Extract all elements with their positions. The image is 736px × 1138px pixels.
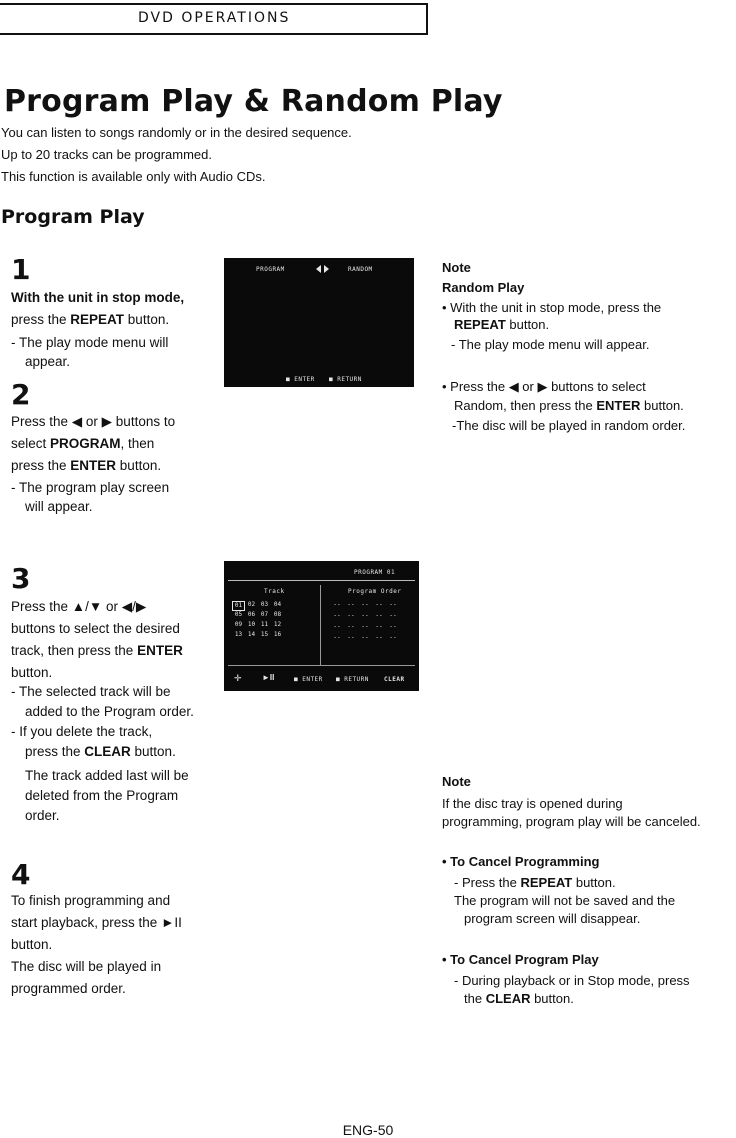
step-2-sub-2: will appear. bbox=[25, 499, 93, 514]
intro-line-2: Up to 20 tracks can be programmed. bbox=[1, 147, 212, 162]
step-1-sub-1: - The play mode menu will bbox=[11, 335, 169, 350]
track-cell: 11 bbox=[260, 621, 269, 628]
step-3-line-4: button. bbox=[11, 665, 53, 680]
note-1-b2-l2 bbox=[454, 397, 684, 415]
step-1-line-b-pre: press the bbox=[11, 312, 71, 327]
cancel-programming-l3: program screen will disappear. bbox=[464, 911, 641, 926]
track-cell: 15 bbox=[260, 631, 269, 638]
track-cell: 05 bbox=[234, 611, 243, 618]
track-cell: 08 bbox=[273, 611, 282, 618]
step-2-sub-1: - The program play screen bbox=[11, 480, 170, 495]
screen1-return-label: ■ RETURN bbox=[329, 376, 362, 383]
note-1-enter-keyword: ENTER bbox=[596, 398, 641, 413]
nav-cross-icon: ✛ bbox=[234, 673, 242, 683]
step-3-sub-5: The track added last will be bbox=[25, 768, 189, 783]
note-1-b2-sub: -The disc will be played in random order. bbox=[452, 418, 686, 433]
track-cell: 02 bbox=[247, 601, 256, 608]
step-2-line-3-pre: press the bbox=[11, 458, 71, 473]
order-slot: -- bbox=[361, 601, 369, 608]
page-number: ENG-50 bbox=[342, 1122, 394, 1138]
order-slot: -- bbox=[347, 612, 355, 619]
screen2-return-label: ■ RETURN bbox=[336, 676, 369, 683]
order-slot: -- bbox=[375, 634, 383, 641]
intro-line-1: You can listen to songs randomly or in the desired sequence. bbox=[1, 125, 352, 140]
track-cell: 12 bbox=[273, 621, 282, 628]
note-2-title: Note bbox=[442, 774, 471, 789]
cancel-program-play-l2-pre: the bbox=[464, 991, 486, 1006]
step-3-line-1: Press the ▲/▼ or ◀/▶ bbox=[11, 599, 147, 614]
step-4-number: 4 bbox=[11, 858, 31, 891]
order-slot: -- bbox=[361, 623, 369, 630]
section-subtitle: Program Play bbox=[1, 206, 145, 228]
step-2-number: 2 bbox=[11, 378, 31, 411]
screen2-title: PROGRAM 01 bbox=[354, 569, 396, 576]
step-2-text bbox=[11, 411, 221, 477]
order-slot: -- bbox=[361, 634, 369, 641]
order-slot: -- bbox=[333, 634, 341, 641]
play-pause-icon: ►II bbox=[262, 673, 275, 682]
cancel-programming-repeat-keyword: REPEAT bbox=[520, 875, 573, 890]
step-1-sub-2: appear. bbox=[25, 354, 71, 369]
step-3-sub-7: order. bbox=[25, 808, 60, 823]
cancel-program-play-title: • To Cancel Program Play bbox=[442, 952, 599, 967]
step-1-number: 1 bbox=[11, 253, 31, 286]
note-1-b2-l2-post: button. bbox=[640, 398, 684, 413]
step-3-sub-4 bbox=[25, 742, 176, 762]
note-1-repeat-keyword: REPEAT bbox=[454, 317, 506, 332]
track-cell: 16 bbox=[273, 631, 282, 638]
note-1-b1-l1: • With the unit in stop mode, press the bbox=[442, 300, 662, 315]
note-1-title: Note bbox=[442, 260, 471, 275]
screen1-random-label: RANDOM bbox=[348, 266, 373, 273]
order-slot: -- bbox=[361, 612, 369, 619]
right-arrow-icon bbox=[324, 265, 329, 273]
cancel-programming-l1-post: button. bbox=[572, 875, 616, 890]
note-1-subtitle: Random Play bbox=[442, 280, 525, 295]
note-1-b2-l2-pre: Random, then press the bbox=[454, 398, 597, 413]
section-header: DVD OPERATIONS bbox=[138, 10, 291, 26]
screen2-divider bbox=[320, 585, 321, 665]
step-4-line-2: start playback, press the ►II bbox=[11, 915, 182, 930]
step-4-line-4: The disc will be played in bbox=[11, 959, 162, 974]
order-slot: -- bbox=[333, 623, 341, 630]
track-cell: 10 bbox=[247, 621, 256, 628]
intro-line-3: This function is available only with Audio CDs. bbox=[1, 169, 266, 184]
step-4-line-5: programmed order. bbox=[11, 981, 126, 996]
track-cell-selected: 01 bbox=[232, 601, 245, 611]
step-1-text bbox=[11, 287, 221, 331]
screen2-enter-label: ■ ENTER bbox=[294, 676, 323, 683]
note-2-l1: If the disc tray is opened during bbox=[442, 796, 623, 811]
left-arrow-icon bbox=[316, 265, 321, 273]
screen1-enter-label: ■ ENTER bbox=[286, 376, 315, 383]
track-cell: 06 bbox=[247, 611, 256, 618]
step-4-line-3: button. bbox=[11, 937, 53, 952]
step-2-line-3-post: button. bbox=[116, 458, 162, 473]
step-2-line-2-post: , then bbox=[120, 436, 155, 451]
order-slot: -- bbox=[389, 612, 397, 619]
program-order-grid bbox=[330, 601, 400, 645]
step-1-line-b-post: button. bbox=[124, 312, 170, 327]
order-slot: -- bbox=[375, 601, 383, 608]
cancel-programming-title: • To Cancel Programming bbox=[442, 854, 600, 869]
step-1-line-a: With the unit in stop mode, bbox=[11, 290, 185, 305]
step-2-line-1: Press the ◀ or ▶ buttons to bbox=[11, 414, 176, 429]
order-slot: -- bbox=[347, 601, 355, 608]
step-3-sub-2: added to the Program order. bbox=[25, 704, 194, 719]
step-3-text bbox=[11, 596, 223, 684]
cancel-programming-l1 bbox=[454, 874, 616, 892]
note-1-b1-l2-post: button. bbox=[505, 317, 550, 332]
track-cell: 07 bbox=[260, 611, 269, 618]
step-3-enter-keyword: ENTER bbox=[137, 643, 183, 658]
page-title: Program Play & Random Play bbox=[4, 84, 503, 119]
step-3-sub-6: deleted from the Program bbox=[25, 788, 179, 803]
step-3-line-2: buttons to select the desired bbox=[11, 621, 180, 636]
program-screen bbox=[224, 561, 419, 691]
step-3-line-3-pre: track, then press the bbox=[11, 643, 138, 658]
note-1-b1-l2 bbox=[454, 316, 549, 334]
cancel-program-play-l2 bbox=[464, 990, 574, 1008]
step-3-number: 3 bbox=[11, 562, 31, 595]
order-slot: -- bbox=[375, 612, 383, 619]
step-4-text bbox=[11, 890, 223, 956]
screen1-program-label: PROGRAM bbox=[256, 266, 285, 273]
track-cell: 14 bbox=[247, 631, 256, 638]
track-cell: 04 bbox=[273, 601, 282, 608]
step-3-clear-keyword: CLEAR bbox=[84, 744, 131, 759]
screen2-track-label: Track bbox=[264, 588, 285, 595]
order-slot: -- bbox=[333, 601, 341, 608]
step-4-text-b bbox=[11, 956, 223, 1000]
step-2-program-keyword: PROGRAM bbox=[50, 436, 121, 451]
order-slot: -- bbox=[333, 612, 341, 619]
step-3-sub-3: - If you delete the track, bbox=[11, 724, 153, 739]
order-slot: -- bbox=[389, 601, 397, 608]
step-4-line-1: To finish programming and bbox=[11, 893, 171, 908]
step-3-sub-1: - The selected track will be bbox=[11, 684, 171, 699]
note-1-b1-sub: - The play mode menu will appear. bbox=[451, 337, 650, 352]
order-slot: -- bbox=[375, 623, 383, 630]
note-2-l2: programming, program play will be canceled. bbox=[442, 814, 701, 829]
order-slot: -- bbox=[389, 634, 397, 641]
order-slot: -- bbox=[347, 634, 355, 641]
order-slot: -- bbox=[389, 623, 397, 630]
cancel-program-play-l2-post: button. bbox=[530, 991, 574, 1006]
track-cell: 13 bbox=[234, 631, 243, 638]
track-cell: 09 bbox=[234, 621, 243, 628]
cancel-programming-l2: The program will not be saved and the bbox=[454, 893, 676, 908]
cancel-program-play-l1: - During playback or in Stop mode, press bbox=[454, 973, 690, 988]
play-mode-screen bbox=[224, 258, 414, 387]
step-1-repeat-keyword: REPEAT bbox=[70, 312, 125, 327]
cancel-program-play-clear-keyword: CLEAR bbox=[485, 991, 531, 1006]
step-2-line-2-pre: select bbox=[11, 436, 51, 451]
step-2-enter-keyword: ENTER bbox=[70, 458, 117, 473]
screen2-bottom-rule bbox=[228, 665, 415, 666]
screen2-order-label: Program Order bbox=[348, 588, 402, 595]
step-3-sub-4-post: button. bbox=[130, 744, 176, 759]
order-slot: -- bbox=[347, 623, 355, 630]
track-cell: 03 bbox=[260, 601, 269, 608]
cancel-programming-l1-pre: - Press the bbox=[454, 875, 521, 890]
screen2-clear-label: CLEAR bbox=[384, 676, 405, 683]
note-1-b2-l1: • Press the ◀ or ▶ buttons to select bbox=[442, 379, 646, 394]
track-grid bbox=[232, 601, 284, 641]
screen2-top-rule bbox=[228, 580, 415, 581]
step-3-sub-4-pre: press the bbox=[25, 744, 85, 759]
